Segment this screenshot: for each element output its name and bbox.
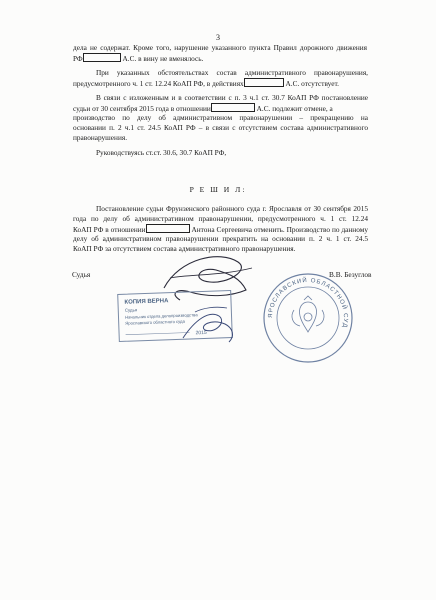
- stamp-title: КОПИЯ ВЕРНА: [124, 298, 169, 306]
- text-line: [73, 78, 339, 89]
- text-line: [73, 214, 368, 224]
- text-line: [73, 123, 368, 133]
- signature-name: В.В. Безуглов: [329, 270, 372, 279]
- stamp-date: 2015: [195, 329, 207, 337]
- redaction-box: [244, 78, 284, 87]
- text-segment: А.С. в вину не вменялось.: [120, 54, 204, 63]
- text-segment: При указанных обстоятельствах состав административного правонарушения,: [96, 68, 368, 77]
- text-line: [73, 113, 368, 123]
- text-segment: правонарушения.: [73, 133, 128, 142]
- text-segment: Постановление судьи Фрунзенского районного суда г. Ярославля от 30 сентября 2015: [96, 204, 368, 213]
- text-segment: Руководствуясь ст.ст. 30.6, 30.7 КоАП РФ,: [96, 148, 227, 157]
- stamp-line: Судья: [124, 307, 138, 313]
- text-segment: судьи от 30 сентября 2015 года в отношении: [73, 104, 211, 113]
- text-segment: А.С. отсутствует.: [283, 79, 339, 88]
- text-segment: делу об административном правонарушении прекратить на основании п. 2 ч. 1 ст. 24.5: [73, 234, 368, 243]
- text-segment: предусмотренного ч. 1 ст. 12.24 КоАП РФ, в действиях: [73, 79, 244, 88]
- text-line: [73, 234, 368, 244]
- text-line: [96, 93, 368, 103]
- text-line: [96, 148, 226, 158]
- text-line: [96, 204, 368, 214]
- page-number: 3: [216, 33, 220, 42]
- text-segment: Антона Сергеевича отменить. Производство по данному: [189, 225, 368, 234]
- text-segment: РФ: [73, 54, 83, 63]
- text-segment: года по делу об административном правонарушении, предусмотренного ч. 1 ст. 12.24: [73, 214, 368, 223]
- signature-role: Судья: [72, 270, 91, 279]
- text-segment: А.С. подлежит отмене, а: [254, 104, 333, 113]
- text-segment: производство по делу об административном правонарушении – прекращению на: [73, 113, 368, 122]
- stamp-line: Начальник отдела делопроизводства: [124, 312, 198, 320]
- text-segment: КоАП РФ в отношении: [73, 225, 146, 234]
- text-line: [73, 53, 203, 64]
- seal-text: ЯРОСЛАВСКИЙ ОБЛАСТНОЙ СУД: [267, 277, 349, 329]
- redaction-box: [146, 224, 190, 233]
- text-segment: КоАП РФ за отсутствием состава административного правонарушения.: [73, 244, 296, 253]
- text-line: [96, 68, 368, 78]
- text-line: [73, 133, 127, 143]
- emblem-icon: [292, 296, 324, 332]
- text-line: [73, 43, 367, 53]
- redaction-box: [83, 53, 121, 62]
- redaction-box: [211, 103, 255, 112]
- court-seal: [262, 272, 354, 364]
- text-segment: дела не содержат. Кроме того, нарушение указанного пункта Правил дорожного движения: [73, 43, 367, 52]
- text-segment: В связи с изложенным и в соответствии с п. 3 ч.1 ст. 30.7 КоАП РФ постановление: [96, 93, 368, 102]
- clerk-signature: [175, 300, 245, 350]
- text-line: [73, 224, 368, 235]
- decision-heading: Р Е Ш И Л:: [189, 185, 247, 194]
- text-line: [73, 103, 333, 114]
- text-segment: основании п. 2 ч.1 ст. 24.5 КоАП РФ – в связи с отсутствием состава административного: [73, 123, 368, 132]
- stamp-line: Ярославского областного суда: [125, 318, 185, 326]
